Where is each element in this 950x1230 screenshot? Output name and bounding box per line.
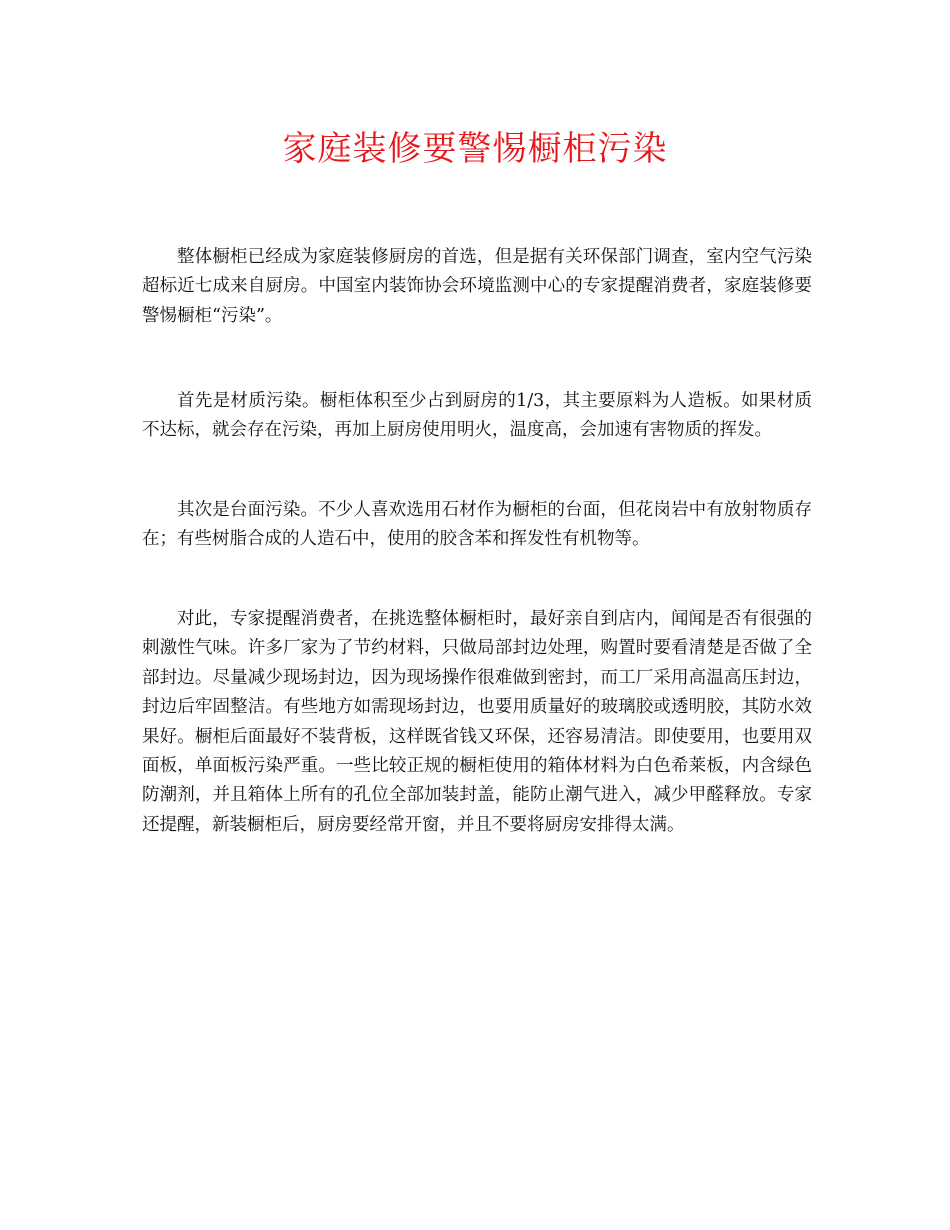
paragraph-countertop-pollution: 其次是台面污染。不少人喜欢选用石材作为橱柜的台面，但花岗岩中有放射物质存在；有些树脂合成的人造石中，使用的胶含苯和挥发性有机物等。 bbox=[142, 500, 812, 550]
paragraph-material-pollution: 首先是材质污染。橱柜体积至少占到厨房的1/3，其主要原料为人造板。如果材质不达标，就会存在污染，再加上厨房使用明火，温度高，会加速有害物质的挥发。 bbox=[142, 391, 812, 441]
page-title: 家庭装修要警惕橱柜污染 bbox=[282, 129, 668, 169]
paragraph-expert-advice: 对此，专家提醒消费者，在挑选整体橱柜时，最好亲自到店内，闻闻是否有很强的刺激性气味。许多厂家为了节约材料，只做局部封边处理，购置时要看清楚是否做了全部封边。尽量减少现场封边，因为现场操作很难做到密封，而工厂采用高温高压封边，封边后牢固整洁。有些地方如需现场封边，也要用质量好的玻璃胶或透明胶，其防水效果好。橱柜后面最好不装背板，这样既省钱又环保，还容易清洁。即使要用，也要用双面板，单面板污染严重。一些比较正规的橱柜使用的箱体材料为白色希莱板，内含绿色防潮剂，并且箱体上所有的孔位全部加装封盖，能防止潮气进入，减少甲醛释放。专家还提醒，新装橱柜后，厨房要经常开窗，并且不要将厨房安排得太满。 bbox=[142, 609, 812, 835]
paragraph-intro: 整体橱柜已经成为家庭装修厨房的首选，但是据有关环保部门调查，室内空气污染超标近七成来自厨房。中国室内装饰协会环境监测中心的专家提醒消费者，家庭装修要警惕橱柜“污染”。 bbox=[142, 247, 812, 326]
